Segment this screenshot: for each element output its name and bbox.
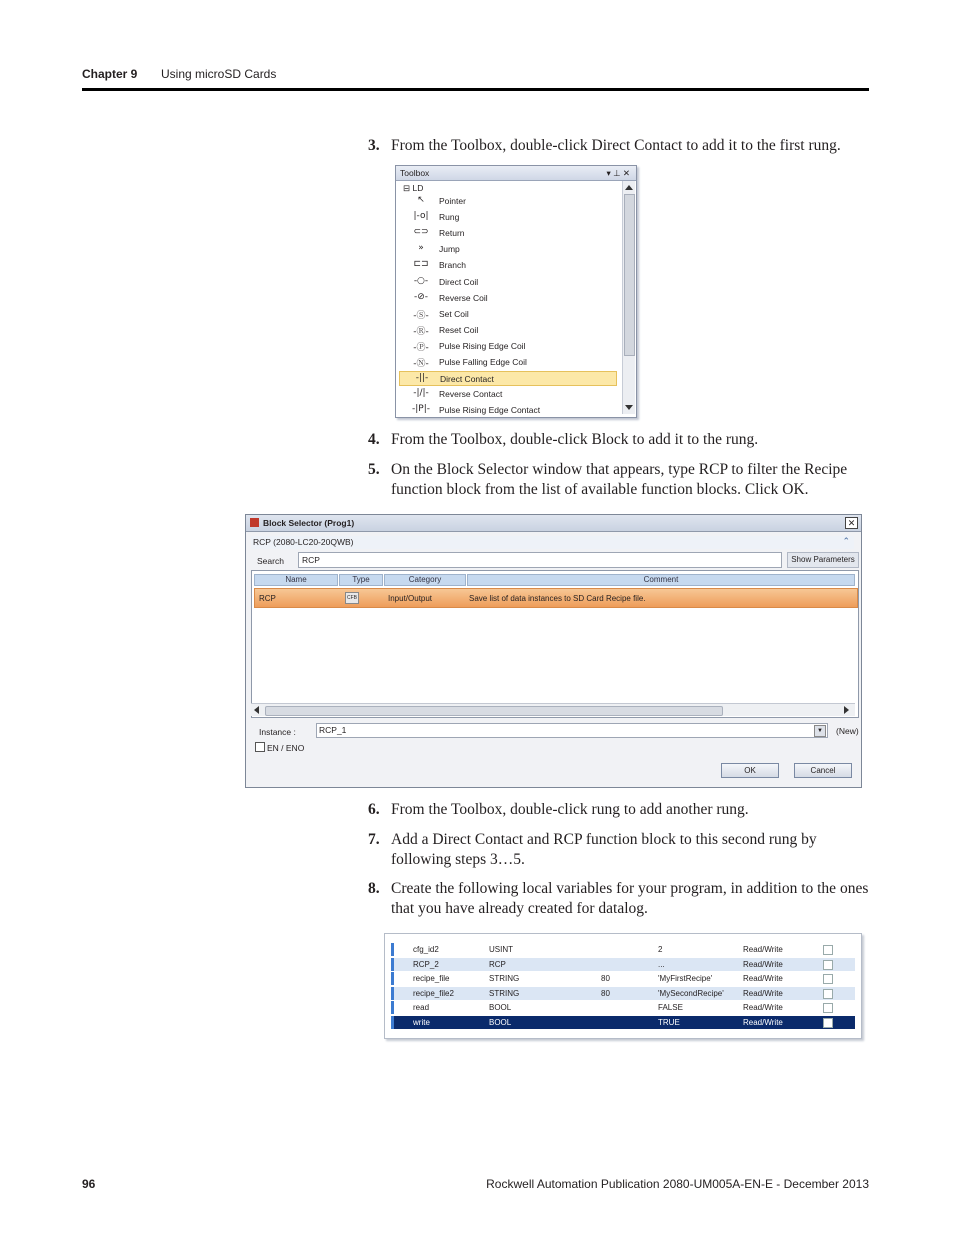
toolbox-item[interactable]: [399, 387, 617, 402]
variable-access[interactable]: Read/Write: [743, 1018, 783, 1027]
pulse-rising-contact-icon: -|P|-: [412, 404, 430, 415]
toolbox-item-label: Jump: [439, 244, 460, 255]
toolbox-item-label: Pulse Rising Edge Coil: [439, 340, 526, 351]
toolbox-item-label: Pulse Rising Edge Contact: [439, 405, 541, 416]
toolbox-titlebar: [396, 166, 636, 181]
block-row-rcp[interactable]: [254, 588, 858, 608]
jump-icon: »: [418, 243, 424, 254]
variable-name[interactable]: recipe_file2: [413, 988, 454, 998]
row-category: Input/Output: [388, 594, 433, 603]
branch-icon: ⊏⊐: [413, 259, 429, 270]
return-icon: ⊂⊃: [413, 227, 429, 238]
pulse-falling-coil-icon: -Ⓝ-: [413, 359, 429, 369]
retain-checkbox[interactable]: [823, 945, 833, 955]
instance-value: RCP_1: [319, 725, 347, 735]
variable-access[interactable]: Read/Write: [743, 959, 783, 969]
header-rule: [82, 88, 869, 91]
instance-dropdown[interactable]: [316, 723, 828, 738]
toolbox-item-label: Branch: [439, 260, 466, 271]
toolbox-item[interactable]: [399, 355, 617, 370]
variable-init[interactable]: 2: [658, 945, 663, 954]
new-instance-label: (New): [836, 726, 859, 736]
retain-checkbox[interactable]: [823, 1003, 833, 1013]
pointer-icon: ↖: [417, 195, 425, 205]
step-text: From the Toolbox, double-click Block to add it to the rung.: [391, 431, 759, 448]
toolbox-title: Toolbox: [400, 168, 430, 178]
variable-row[interactable]: [391, 1016, 855, 1029]
variable-row[interactable]: [391, 958, 855, 971]
row-marker: [391, 958, 394, 971]
row-comment: Save list of data instances to SD Card Recipe file.: [469, 594, 646, 603]
column-header-name[interactable]: Name: [254, 574, 338, 586]
toolbox-scroll-thumb[interactable]: [624, 194, 635, 356]
toolbox-item[interactable]: [399, 258, 617, 273]
block-selector-title: Block Selector (Prog1): [263, 518, 355, 528]
pulse-rising-coil-icon: -Ⓟ-: [413, 342, 429, 353]
retain-checkbox[interactable]: [823, 989, 833, 999]
variable-row[interactable]: [391, 1001, 855, 1014]
variable-type[interactable]: BOOL: [489, 1003, 512, 1013]
variable-name[interactable]: read: [413, 1003, 430, 1013]
block-selector-window: [245, 514, 862, 788]
search-value: RCP: [302, 555, 320, 565]
step-number: 8.: [368, 880, 380, 897]
show-parameters-button[interactable]: Show Parameters: [787, 552, 859, 568]
variable-name[interactable]: write: [413, 1018, 430, 1027]
toolbox-item-label: Reset Coil: [439, 324, 479, 335]
set-coil-icon: -Ⓢ-: [413, 310, 429, 321]
step-number: 5.: [368, 461, 380, 478]
retain-checkbox[interactable]: [823, 974, 833, 984]
cfb-type-icon: CFB: [345, 592, 359, 604]
toolbox-item-label: Pulse Falling Edge Coil: [439, 357, 527, 367]
block-selector-titlebar: [246, 515, 861, 532]
toolbox-item[interactable]: [399, 291, 617, 306]
instance-label: Instance :: [259, 727, 296, 737]
local-variables-table: [384, 933, 862, 1039]
toolbox-item[interactable]: [399, 371, 617, 386]
search-label: Search: [257, 556, 284, 566]
variable-type[interactable]: RCP: [489, 959, 506, 969]
column-header-comment[interactable]: Comment: [467, 574, 855, 586]
variable-row[interactable]: [391, 943, 855, 956]
variable-type[interactable]: STRING: [489, 988, 520, 998]
direct-coil-icon: -○-: [413, 275, 429, 286]
step-text: On the Block Selector window that appears, type RCP to filter the Recipe function block from the list of available function blocks. Click OK.: [391, 461, 848, 498]
step-number: 4.: [368, 431, 380, 448]
cancel-button[interactable]: Cancel: [794, 763, 852, 778]
scroll-up-icon[interactable]: [625, 185, 633, 190]
variable-name[interactable]: recipe_file: [413, 974, 450, 984]
reverse-coil-icon: -⊘-: [413, 291, 429, 302]
en-eno-checkbox[interactable]: [255, 742, 265, 752]
step-number: 3.: [368, 137, 380, 154]
reset-coil-icon: -Ⓡ-: [413, 326, 429, 337]
variable-dim[interactable]: 80: [601, 974, 610, 984]
row-marker: [391, 943, 394, 956]
toolbox-group-ld[interactable]: ⊟ LD: [403, 183, 424, 193]
variable-type[interactable]: USINT: [489, 945, 513, 954]
search-input[interactable]: [298, 552, 782, 568]
row-marker: [391, 972, 394, 985]
block-subtitle-bar: [251, 536, 854, 549]
ok-button[interactable]: OK: [721, 763, 779, 778]
column-header-category[interactable]: Category: [384, 574, 466, 586]
chapter-title: Using microSD Cards: [161, 67, 277, 81]
step-number: 6.: [368, 801, 380, 818]
step-text: Add a Direct Contact and RCP function block to this second rung by following steps 3…5.: [391, 831, 817, 868]
row-marker: [391, 1016, 394, 1029]
toolbox-item[interactable]: [399, 242, 617, 257]
reverse-contact-icon: -|/|-: [413, 388, 429, 399]
toolbox-item-label: Direct Contact: [440, 374, 494, 385]
step-text: From the Toolbox, double-click Direct Contact to add it to the first rung.: [391, 137, 841, 154]
close-icon[interactable]: ✕: [845, 517, 858, 529]
toolbox-item-label: Reverse Contact: [439, 389, 503, 400]
direct-contact-icon: -||-: [415, 373, 429, 384]
block-subtitle: RCP (2080-LC20-20QWB): [253, 537, 354, 547]
step-text: From the Toolbox, double-click rung to add another rung.: [391, 801, 749, 818]
toolbox-item-label: Pointer: [439, 196, 466, 206]
row-name: RCP: [259, 594, 276, 603]
variable-access[interactable]: Read/Write: [743, 988, 783, 998]
toolbox-window-controls[interactable]: ▾ ⊥ ✕: [606, 168, 630, 178]
toolbox-item-label: Set Coil: [439, 308, 469, 319]
variable-access[interactable]: Read/Write: [743, 1003, 783, 1013]
toolbox-item[interactable]: [399, 226, 617, 241]
variable-type[interactable]: STRING: [489, 974, 520, 984]
variable-init[interactable]: FALSE: [658, 1003, 683, 1013]
row-marker: [391, 987, 394, 1000]
variable-init[interactable]: ...: [658, 959, 665, 969]
chapter-label: Chapter 9: [82, 67, 138, 81]
row-marker: [391, 1001, 394, 1014]
step-number: 7.: [368, 831, 380, 848]
variable-init[interactable]: TRUE: [658, 1018, 680, 1027]
variable-row[interactable]: [391, 972, 855, 985]
chevron-down-icon[interactable]: ▼: [814, 725, 826, 737]
variable-name[interactable]: RCP_2: [413, 959, 439, 969]
variable-access[interactable]: Read/Write: [743, 974, 783, 984]
retain-checkbox[interactable]: [823, 960, 833, 970]
scroll-down-icon[interactable]: [625, 405, 633, 410]
step-text: Create the following local variables for your program, in addition to the ones that you have already created for datalog.: [391, 880, 869, 917]
toolbox-item[interactable]: [399, 307, 617, 322]
retain-checkbox[interactable]: [823, 1018, 833, 1028]
variable-type[interactable]: BOOL: [489, 1018, 512, 1027]
variable-dim[interactable]: 80: [601, 988, 610, 998]
rung-icon: |-o|: [413, 211, 429, 222]
horizontal-scrollbar[interactable]: [251, 703, 855, 716]
column-header-type[interactable]: Type: [339, 574, 383, 586]
toolbox-item[interactable]: [399, 403, 617, 418]
variable-row[interactable]: [391, 987, 855, 1000]
collapse-chevron-icon[interactable]: ⌃: [842, 536, 850, 546]
toolbox-item[interactable]: [399, 210, 617, 225]
variable-init[interactable]: 'MyFirstRecipe': [658, 974, 713, 984]
publication-info: Rockwell Automation Publication 2080-UM005A-EN-E - December 2013: [486, 1177, 869, 1191]
toolbox-item-label: Direct Coil: [439, 276, 479, 287]
scroll-right-icon[interactable]: [844, 706, 849, 714]
toolbox-item-label: Return: [439, 228, 465, 239]
toolbox-item[interactable]: [399, 194, 617, 209]
toolbox-item[interactable]: [399, 339, 617, 354]
variable-name[interactable]: cfg_id2: [413, 945, 439, 954]
toolbox-item-label: Reverse Coil: [439, 292, 488, 303]
toolbox-panel: [395, 165, 637, 418]
toolbox-scrollbar[interactable]: [622, 181, 635, 414]
variable-access[interactable]: Read/Write: [743, 945, 783, 954]
horizontal-scroll-thumb[interactable]: [265, 706, 723, 716]
toolbox-item[interactable]: [399, 275, 617, 290]
toolbox-item[interactable]: [399, 323, 617, 338]
scroll-left-icon[interactable]: [254, 706, 259, 714]
variable-init[interactable]: 'MySecondRecipe': [658, 988, 724, 998]
app-icon: [250, 518, 259, 527]
page-number: 96: [82, 1177, 96, 1191]
en-eno-label: EN / ENO: [267, 743, 305, 753]
block-list-grid: [251, 570, 859, 718]
toolbox-item-label: Rung: [439, 212, 460, 223]
